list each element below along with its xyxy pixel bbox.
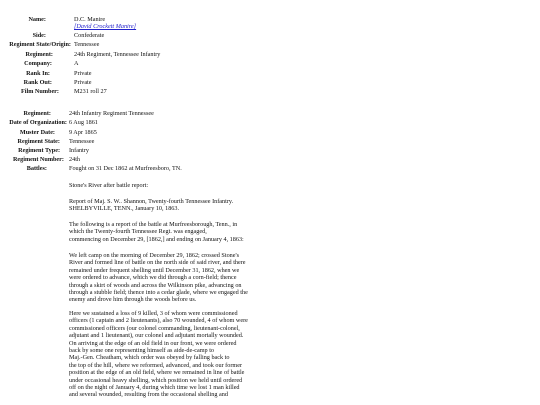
regiment-value: 24th Regiment, Tennessee Infantry	[74, 51, 161, 58]
rank-out-label: Rank Out:	[23, 79, 52, 86]
text-line: adjutant and 1 lieutenant), our colonel and adjutant mortally wounded.	[69, 332, 244, 340]
text-line: commencing on December 29, [1862,] and ending on January 4, 1863:	[69, 235, 244, 243]
text-line: The following is a report of the battle at Murfreesborough, Tenn., in	[69, 221, 238, 228]
report-title-paragraph	[69, 198, 269, 213]
text-line: Report of Maj. S. W.. Shannon, Twenty-fourth Tennessee Infantry.	[69, 198, 234, 205]
text-line: We left camp on the morning of December 29, 1862; crossed Stone's	[69, 252, 240, 259]
regiment-number-value: 24th	[69, 156, 81, 163]
soldier-name: D.C. Manire	[74, 16, 106, 23]
film-number-label: Film Number:	[21, 88, 59, 95]
text-line: Here we sustained a loss of 9 killed, 3 of whom were commissioned	[69, 310, 238, 317]
regiment-type-label: Regiment Type:	[18, 147, 60, 154]
text-line: the top of the hill, where we reformed, advanced, and took our former	[69, 361, 243, 369]
company-label: Company:	[24, 60, 52, 67]
organization-date-value: 6 Aug 1861	[69, 119, 98, 126]
regiment-number-label: Regiment Number:	[12, 156, 64, 163]
text-line: off on the night of January 4, during which time we lost 1 man killed	[69, 384, 240, 392]
report-advance-paragraph	[69, 252, 269, 304]
organization-date-label: Date of Organization:	[9, 119, 67, 126]
text-line: which the Twenty-fourth Tennessee Regt. was engaged,	[69, 228, 207, 236]
film-number-value: M231 roll 27	[74, 88, 107, 95]
battles-label: Battles:	[26, 165, 47, 172]
muster-date-label: Muster Date:	[19, 129, 55, 136]
text-line: On arriving at the edge of an old field in our front, we were ordered	[69, 339, 237, 347]
muster-date-value: 9 Apr 1865	[69, 129, 97, 136]
text-line: officers (1 captain and 2 lieutenants), also 70 wounded, 4 of whom were	[69, 317, 248, 325]
text-line: under occasional heavy shelling, which position we held until ordered	[69, 376, 243, 384]
rank-in-value: Private	[74, 70, 92, 77]
text-line: River and formed line of battle on the north side of said river, and there	[69, 259, 246, 267]
regiment-state-label: Regiment State:	[17, 138, 60, 145]
origin-value: Tennessee	[74, 41, 100, 48]
report-heading-text: Stone's River after battle report:	[69, 182, 149, 189]
origin-label: Regiment State/Origin:	[9, 41, 71, 48]
text-line: and several wounded, resulting from the occasional shelling and	[69, 391, 228, 399]
rank-out-value: Private	[74, 79, 92, 86]
text-line: through a stubble field; thence into a cedar glade, where we engaged the	[69, 289, 248, 297]
text-line: Maj.-Gen. Cheatham, which order was obeyed by falling back to	[69, 354, 230, 362]
regiment-type-value: Infantry	[69, 147, 89, 154]
report-heading	[69, 182, 269, 189]
text-line: position at the edge of an old field, where we remained in line of battle	[69, 369, 245, 377]
report-intro-paragraph	[69, 221, 269, 243]
rank-in-label: Rank In:	[26, 70, 50, 77]
text-line: SHELBYVILLE, TENN., January 10, 1863.	[69, 205, 180, 213]
battles-value: Fought on 31 Dec 1862 at Murfreesboro, TN.	[69, 165, 182, 172]
text-line: through a skirt of woods and across the Wilkinson pike, advancing on	[69, 281, 242, 289]
text-line: remained under frequent shelling until December 31, 1862, when we	[69, 266, 240, 274]
report-losses-paragraph	[69, 310, 269, 399]
soldier-name-link[interactable]: [David Crockett Manire]	[74, 23, 137, 30]
regiment-info-value: 24th Infantry Regiment Tennessee	[69, 110, 154, 117]
regiment-label: Regiment:	[25, 51, 53, 58]
company-value: A	[74, 60, 79, 67]
regiment-info-label: Regiment:	[23, 110, 51, 117]
name-label: Name:	[28, 16, 46, 23]
text-line: enemy and drove him through the woods before us.	[69, 296, 197, 304]
side-value: Confederate	[74, 32, 105, 39]
side-label: Side:	[32, 32, 46, 39]
text-line: were ordered to advance, which we did through a corn-field; thence	[69, 274, 237, 282]
text-line: commissioned officers (our colonel commanding, lieutenant-colonel,	[69, 324, 240, 332]
text-line: back by some one representing himself as aide-de-camp to	[69, 347, 215, 355]
regiment-state-value: Tennessee	[69, 138, 95, 145]
